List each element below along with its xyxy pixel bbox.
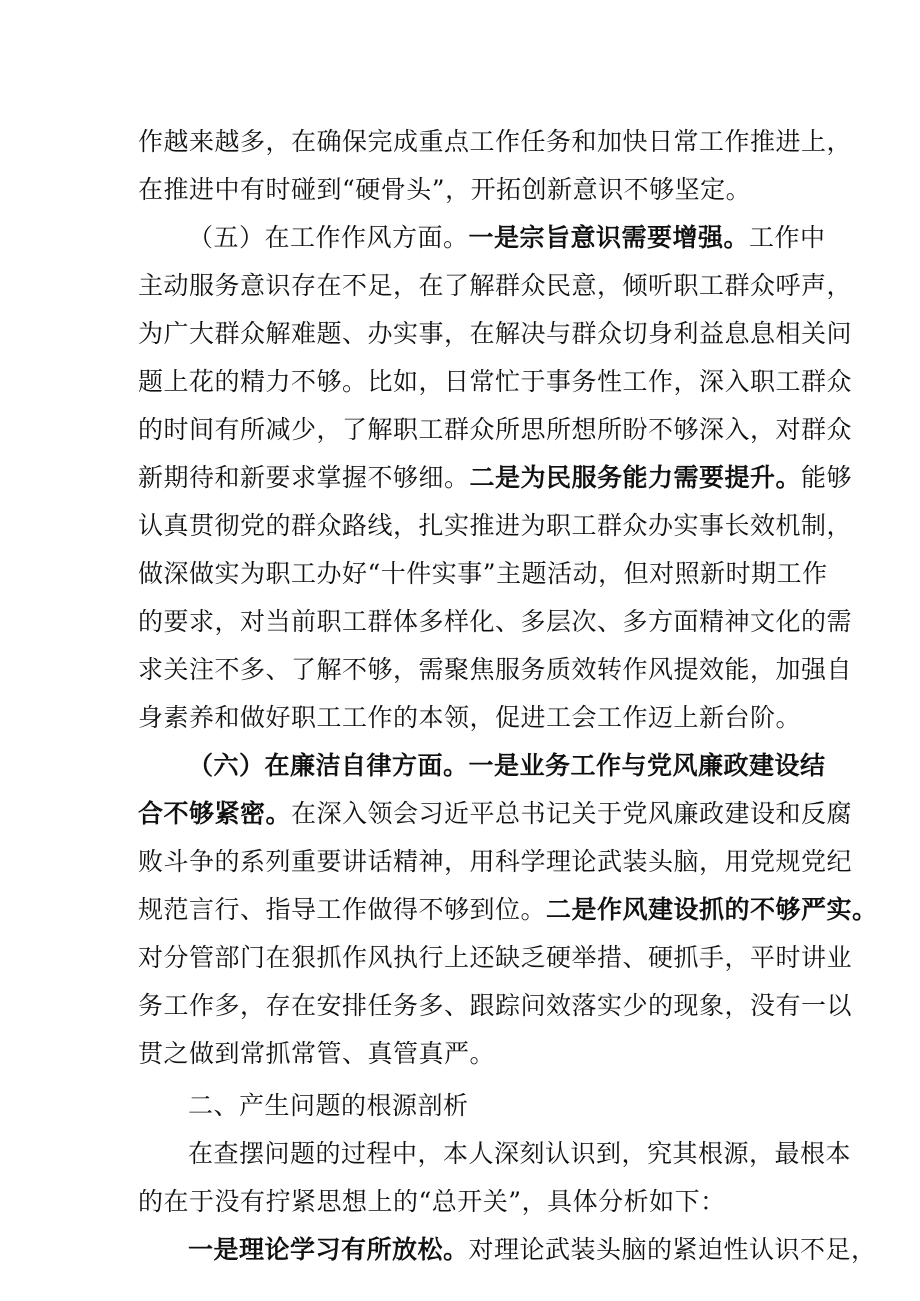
text-run: （五）在工作作风方面。	[188, 223, 469, 252]
paragraph-line	[138, 454, 853, 502]
paragraph-line	[138, 550, 828, 598]
paragraph-line	[138, 934, 853, 982]
section-six-line	[138, 742, 826, 790]
text-run: 新期待和新要求掌握不够细。	[138, 463, 470, 492]
text-run: 身素养和做好职工工作的本领，促进工会工作迈上新台阶。	[138, 703, 802, 732]
text-run: 为广大群众解难题、办实事，在解决与群众切身利益息息相关问	[138, 319, 853, 348]
paragraph-line	[138, 1226, 877, 1274]
text-run: 对分管部门在狠抓作风执行上还缺乏硬举措、硬抓手，平时讲业	[138, 943, 853, 972]
paragraph-line	[138, 646, 853, 694]
bold-point: 二是为民服务能力需要提升。	[469, 463, 802, 492]
text-run: 认真贯彻党的群众路线，扎实推进为职工群众办实事长效机制，	[138, 511, 853, 540]
heading-text: 二、产生问题的根源剖析	[188, 1091, 469, 1120]
text-run: 的要求，对当前职工群体多样化、多层次、多方面精神文化的需	[138, 607, 853, 636]
section-heading	[138, 1082, 790, 1130]
text-run: 务工作多，存在安排任务多、跟踪问效落实少的现象，没有一以	[138, 991, 853, 1020]
paragraph-line	[138, 1130, 852, 1178]
text-run: 规范言行、指导工作做得不够到位。	[138, 895, 547, 924]
text-run: 主动服务意识存在不足，在了解群众民意，倾听职工群众呼声，	[138, 271, 853, 300]
paragraph-line	[138, 790, 853, 838]
paragraph-line	[138, 838, 853, 886]
paragraph-line	[138, 310, 853, 358]
paragraph-line	[138, 118, 853, 166]
text-run: 工作中	[749, 223, 826, 252]
text-run: 做深做实为职工办好“十件实事”主题活动，但对照新时期工作	[138, 559, 828, 588]
paragraph-line	[138, 886, 878, 934]
paragraph-line	[138, 1178, 790, 1226]
text-run: 在查摆问题的过程中，本人深刻认识到，究其根源，最根本	[188, 1139, 852, 1168]
text-run: 的在于没有拧紧思想上的“总开关”，具体分析如下：	[138, 1187, 726, 1216]
paragraph-line	[138, 598, 853, 646]
paragraph-line	[138, 694, 802, 742]
paragraph-line	[138, 406, 853, 454]
paragraph-line	[138, 982, 853, 1030]
section-five-line	[138, 214, 826, 262]
text-run: 能够	[801, 463, 853, 492]
bold-point: 合不够紧密。	[138, 799, 292, 828]
paragraph-line	[138, 1030, 790, 1078]
text-run: 在深入领会习近平总书记关于党风廉政建设和反腐	[291, 799, 853, 828]
text-run: 求关注不多、了解不够，需聚焦服务质效转作风提效能，加强自	[138, 655, 853, 684]
bold-point: 二是作风建设抓的不够严实。	[546, 895, 878, 924]
text-run: 在推进中有时碰到“硬骨头”，开拓创新意识不够坚定。	[138, 175, 752, 204]
paragraph-line	[138, 502, 853, 550]
bold-point: 一是宗旨意识需要增强。	[468, 223, 750, 252]
text-run: 贯之做到常抓常管、真管真严。	[138, 1039, 496, 1068]
text-run: 败斗争的系列重要讲话精神，用科学理论武装头脑，用党规党纪	[138, 847, 853, 876]
text-run: 对理论武装头脑的紧迫性认识不足，	[468, 1235, 877, 1264]
paragraph-line	[138, 358, 853, 406]
text-run: 题上花的精力不够。比如，日常忙于事务性工作，深入职工群众	[138, 367, 853, 396]
bold-point: 一是理论学习有所放松。	[188, 1235, 469, 1264]
text-run: 的时间有所减少，了解职工群众所思所想所盼不够深入，对群众	[138, 415, 853, 444]
bold-point: （六）在廉洁自律方面。一是业务工作与党风廉政建设结	[188, 751, 826, 780]
paragraph-line	[138, 262, 853, 310]
paragraph-line	[138, 166, 790, 214]
text-run: 作越来越多，在确保完成重点工作任务和加快日常工作推进上，	[138, 127, 853, 156]
